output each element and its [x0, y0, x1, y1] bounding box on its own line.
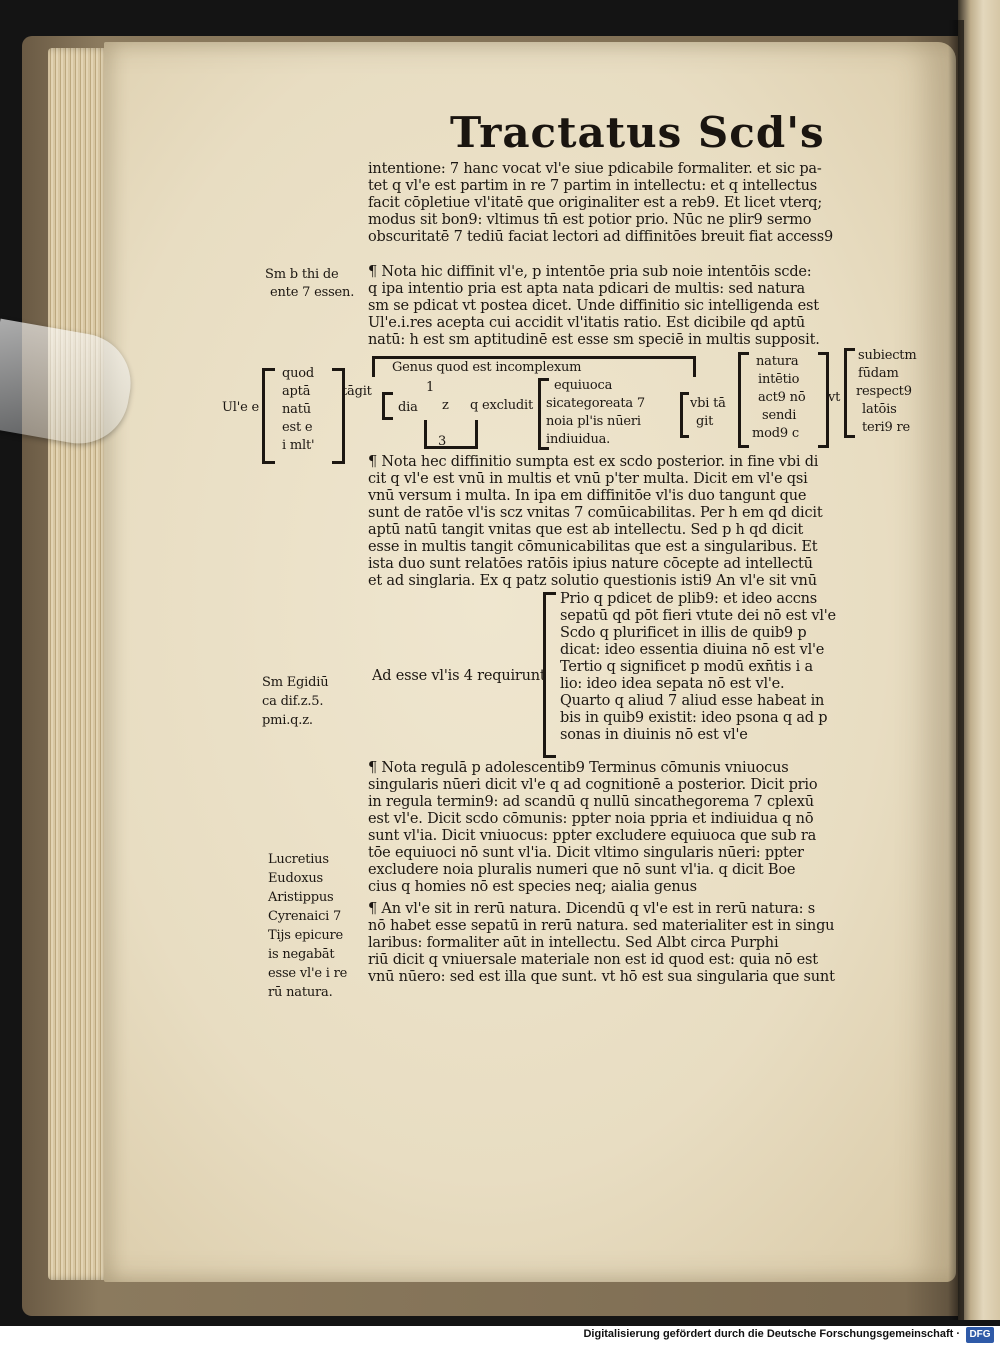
text-line: tet q vl'e est partim in re 7 partim in intellectu: et q intellectus	[368, 178, 817, 194]
diagram-item: est e	[282, 420, 313, 435]
margin-line: Lucretius	[268, 852, 329, 867]
diagram-natura: natura	[756, 354, 799, 369]
requirement-line: Scdo q plurificet in illis de quib9 p	[560, 625, 807, 641]
diagram-vbi: git	[696, 414, 714, 429]
margin-line: rū natura.	[268, 985, 333, 1000]
text-line: riū dicit q vniuersale materiale non est id quod est: quia nō est	[368, 952, 818, 968]
requirement-line: Prio q pdicet de plib9: et ideo accns	[560, 591, 818, 607]
margin-line: is negabāt	[268, 947, 335, 962]
diagram-equiuoca: noia pl'is nūeri	[546, 414, 641, 429]
num-bracket	[424, 420, 478, 449]
funding-credit: Digitalisierung gefördert durch die Deutsche Forschungsgemeinschaft ·	[583, 1328, 960, 1340]
diagram-vbi: vbi tā	[690, 396, 726, 411]
next-page-edge	[958, 0, 1000, 1320]
gutter-shadow	[948, 20, 964, 1320]
requirements-bracket	[543, 592, 556, 758]
text-line: vnū versum i multa. In ipa em diffinitōe vl'is duo tangunt que	[368, 488, 807, 504]
diagram-equiuoca: indiuidua.	[546, 432, 611, 447]
requirement-line: Quarto q aliud 7 aliud esse habeat in	[560, 693, 825, 709]
diagram-natura: intētio	[758, 372, 800, 387]
diagram-excludit: q excludit	[470, 398, 533, 413]
diagram-subiectm: subiectm	[858, 348, 917, 363]
requirement-line: sepatū qd pōt fieri vtute dei nō est vl'e	[560, 608, 836, 624]
diagram-subiectm: teri9 re	[862, 420, 911, 435]
text-line: q ipa intentio pria est apta nata pdicari de multis: sed natura	[368, 281, 806, 297]
subiectm-bracket	[844, 348, 855, 438]
text-line: cit q vl'e est vnū in multis et vnū p'ter multa. Dicit em vl'e qsi	[368, 471, 808, 487]
text-line: ¶ Nota regulā p adolescentib9 Terminus cōmunis vniuocus	[368, 760, 789, 776]
text-line: ¶ An vl'e sit in rerū natura. Dicendū q vl'e est in rerū natura: s	[368, 901, 816, 917]
requirement-line: bis in quib9 existit: ideo psona q ad p	[560, 710, 828, 726]
diagram-item: aptā	[282, 384, 311, 399]
text-line: sunt vl'ia. Dicit vniuocus: ppter excludere equiuoca que sub ra	[368, 828, 817, 844]
requirement-line: dicat: ideo essentia diuina nō est vl'e	[560, 642, 825, 658]
text-line: singularis nūeri dicit vl'e q ad cognitionē a posterior. Dicit prio	[368, 777, 818, 793]
diagram-natura: act9 nō	[758, 390, 806, 405]
diagram-item: natū	[282, 402, 311, 417]
diagram-tagit: tāgit	[342, 384, 372, 399]
text-line: natū: h est sm aptitudinē est esse sm speciē in multis supposit.	[368, 332, 820, 348]
dia-bracket	[382, 392, 393, 420]
natura-bracket	[738, 352, 749, 448]
margin-line: Eudoxus	[268, 871, 323, 886]
book-page	[104, 42, 956, 1282]
diagram-item: i mlt'	[282, 438, 315, 453]
diagram-subiectm: respect9	[856, 384, 912, 399]
bracket-left	[262, 368, 275, 464]
text-line: ¶ Nota hec diffinitio sumpta est ex scdo posterior. in fine vbi di	[368, 454, 819, 470]
text-line: ista duo sunt relatōes ratōis ipius nature cōcepte ad intellectū	[368, 556, 813, 572]
diagram-vt: vt	[828, 390, 841, 405]
margin-line: Aristippus	[268, 890, 334, 905]
diagram-subiectm: fūdam	[858, 366, 899, 381]
diagram-genus: Genus quod est incomplexum	[392, 360, 582, 375]
diagram-left-label: Ul'e e	[222, 400, 260, 415]
text-line: ¶ Nota hic diffinit vl'e, p intentōe pria sub noie intentōis scde:	[368, 264, 812, 280]
text-line: obscuritatē 7 tediū faciat lectori ad diffinitōes breuit fiat access9	[368, 229, 834, 245]
text-line: Ul'e.i.res acepta cui accidit vl'itatis ratio. Est dicibile qd aptū	[368, 315, 806, 331]
diagram-dia: dia	[398, 400, 418, 415]
text-line: nō habet esse sepatū in rerū natura. sed materialiter est in singu	[368, 918, 835, 934]
bracket-right	[332, 368, 345, 464]
text-line: est vl'e. Dicit scdo cōmunis: ppter noia ppria et indiuidua q nō	[368, 811, 814, 827]
margin-line: Sm Egidiū	[262, 675, 329, 690]
margin-line: Sm b thi de	[265, 267, 339, 282]
text-line: sm se pdicat vt postea dicet. Unde diffinitio sic intelligenda est	[368, 298, 819, 314]
text-line: sunt de ratōe vl'is scz vnitas 7 comūicabilitas. Per h em qd dicit	[368, 505, 823, 521]
diagram-item: quod	[282, 366, 315, 381]
text-line: vnū nūero: sed est illa que sunt. vt hō est sua singularia que sunt	[368, 969, 835, 985]
margin-line: esse vl'e i re	[268, 966, 348, 981]
vbi-bracket	[680, 392, 689, 438]
text-line: laribus: formaliter aūt in intellectu. Sed Albt circa Purphi	[368, 935, 779, 951]
text-line: esse in multis tangit cōmunicabilitas que est a singularibus. Et	[368, 539, 818, 555]
margin-line: pmi.q.z.	[262, 713, 313, 728]
text-line: tōe equiuoci nō sunt vl'ia. Dicit vltimo singularis nūeri: ppter	[368, 845, 804, 861]
diagram-equiuoca: sicategoreata 7	[546, 396, 645, 411]
text-line: excludere noia pluralis numeri que nō sunt vl'ia. q dicit Boe	[368, 862, 796, 878]
requirement-line: lio: ideo idea sepata nō est vl'e.	[560, 676, 785, 692]
diagram-num: 1	[426, 380, 435, 395]
text-line: et ad singlaria. Ex q patz solutio questionis isti9 An vl'e sit vnū	[368, 573, 817, 589]
diagram-equiuoca: equiuoca	[554, 378, 613, 393]
margin-line: Cyrenaici 7	[268, 909, 342, 924]
requirement-line: sonas in diuinis nō est vl'e	[560, 727, 748, 743]
running-title: Tractatus Scd's	[450, 108, 825, 157]
text-line: modus sit bon9: vltimus tn̄ est potior prio. Nūc ne plir9 sermo	[368, 212, 812, 228]
diagram-natura: mod9 c	[752, 426, 799, 441]
margin-line: ente 7 essen.	[270, 285, 355, 300]
text-line: facit cōpletiue vl'itatē que originaliter est a reb9. Et licet vterq;	[368, 195, 823, 211]
dfg-logo-icon: DFG	[966, 1327, 994, 1343]
text-line: cius q homies nō est species neq; aialia genus	[368, 879, 697, 895]
text-line: aptū natū tangit vnitas que est ab intellectu. Sed p h qd dicit	[368, 522, 804, 538]
diagram-num: 3	[438, 434, 447, 449]
margin-line: ca dif.z.5.	[262, 694, 324, 709]
margin-line: Tijs epicure	[268, 928, 343, 943]
page-edges	[48, 48, 110, 1280]
diagram-subiectm: latōis	[862, 402, 897, 417]
text-line: in regula termin9: ad scandū q nullū sincathegorema 7 cplexū	[368, 794, 814, 810]
diagram-natura: sendi	[762, 408, 797, 423]
text-line: intentione: 7 hanc vocat vl'e siue pdicabile formaliter. et sic pa-	[368, 161, 822, 177]
requirement-line: Tertio q significet p modū exn̄tis i a	[560, 659, 813, 675]
diagram-num: z	[442, 398, 449, 413]
requirements-label: Ad esse vl'is 4 requirunt	[372, 668, 546, 684]
